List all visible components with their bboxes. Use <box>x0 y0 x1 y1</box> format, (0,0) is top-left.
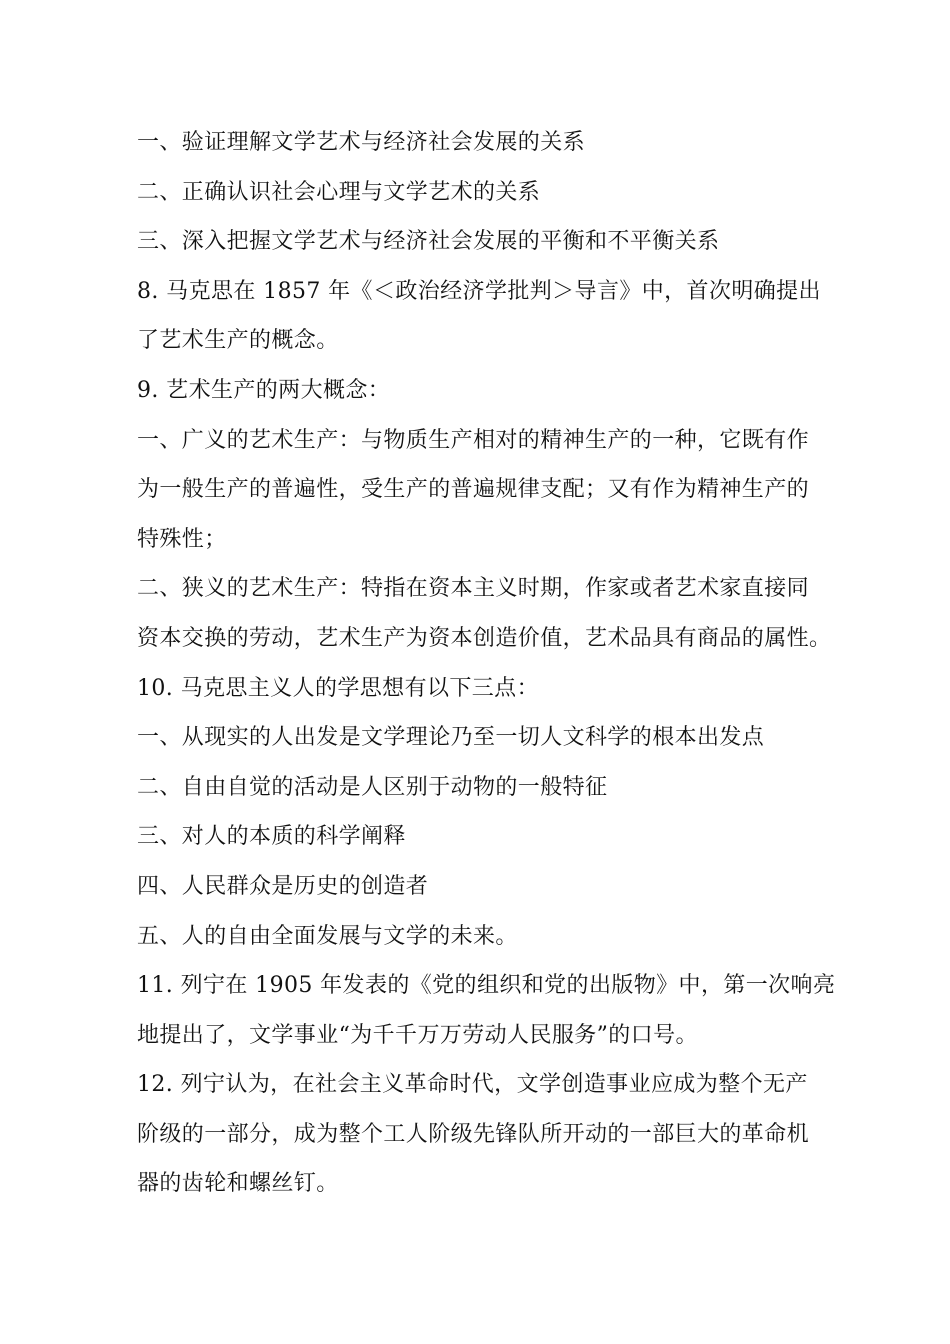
text-line: 器的齿轮和螺丝钉。 <box>137 1171 339 1197</box>
text-line: 四、人民群众是历史的创造者 <box>137 873 429 899</box>
text-line: 10. 马克思主义人的学思想有以下三点： <box>137 675 539 701</box>
text-line: 地提出了，文学事业“为千千万万劳动人民服务”的口号。 <box>137 1022 698 1048</box>
text-line: 资本交换的劳动，艺术生产为资本创造价值，艺术品具有商品的属性。 <box>137 625 832 651</box>
text-line: 9. 艺术生产的两大概念： <box>137 377 391 403</box>
text-line: 一、从现实的人出发是文学理论乃至一切人文科学的根本出发点 <box>137 725 765 751</box>
document-body <box>137 118 836 1209</box>
text-line: 二、正确认识社会心理与文学艺术的关系 <box>137 179 541 205</box>
text-line: 二、狭义的艺术生产：特指在资本主义时期，作家或者艺术家直接同 <box>137 576 810 602</box>
text-line: 一、验证理解文学艺术与经济社会发展的关系 <box>137 130 586 155</box>
text-line: 二、自由自觉的活动是人区别于动物的一般特征 <box>137 774 608 800</box>
text-line: 8. 马克思在 1857 年《＜政治经济学批判＞导言》中，首次明确提出 <box>137 278 821 304</box>
text-line: 11. 列宁在 1905 年发表的《党的组织和党的出版物》中，第一次响亮 <box>137 973 836 999</box>
text-line: 了艺术生产的概念。 <box>137 328 339 354</box>
text-line: 一、广义的艺术生产：与物质生产相对的精神生产的一种，它既有作 <box>137 427 810 453</box>
text-line: 阶级的一部分，成为整个工人阶级先锋队所开动的一部巨大的革命机 <box>137 1121 810 1147</box>
text-line: 三、对人的本质的科学阐释 <box>137 824 406 850</box>
text-line: 特殊性； <box>137 526 227 552</box>
text-line: 12. 列宁认为，在社会主义革命时代，文学创造事业应成为整个无产 <box>137 1072 808 1098</box>
text-line: 三、深入把握文学艺术与经济社会发展的平衡和不平衡关系 <box>137 229 720 255</box>
text-line: 为一般生产的普遍性，受生产的普遍规律支配；又有作为精神生产的 <box>137 477 810 503</box>
text-line: 五、人的自由全面发展与文学的未来。 <box>137 923 518 949</box>
